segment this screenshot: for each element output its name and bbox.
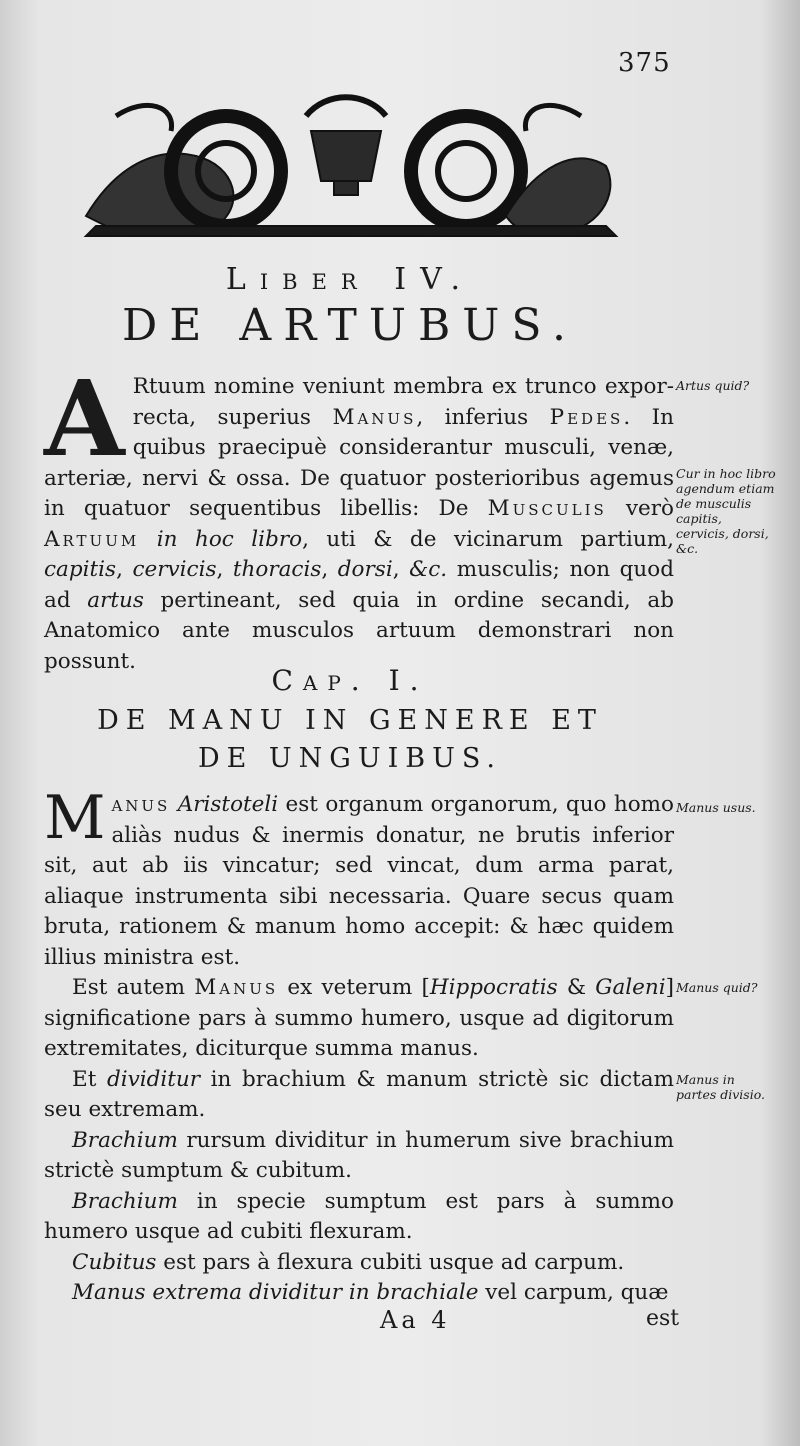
- paragraph-manus: Manus Aristoteli est organum organorum, quo homo aliàs nudus & inermis donatur, ne brutis inferior sit, aut ab iis vincatur; sed vincat, dum arma parat, aliaque instrumenta sibi necessaria. Quare secus quam bruta, rationem & manum homo accepit: & hæc quidem illius ministra est.: [44, 783, 674, 970]
- paragraph-brachium-1: Brachium rursum dividitur in humerum sive brachium strictè sumptum & cubitum.: [44, 1127, 674, 1183]
- signature-mark: Aa 4: [380, 1306, 451, 1334]
- chapter-body: [44, 783, 674, 1309]
- paragraph-manus-extrema: Manus extrema dividitur in brachiale vel carpum, quæ: [72, 1280, 669, 1305]
- margin-note-artus: Artus quid?: [676, 378, 750, 393]
- catchword: est: [646, 1306, 680, 1331]
- margin-note-manus-usus: Manus usus.: [676, 800, 756, 815]
- paragraph-brachium-2: Brachium in specie sumptum est pars à summo humero usque ad cubiti flexuram.: [44, 1188, 674, 1244]
- decorative-headpiece-ornament: [76, 86, 626, 242]
- intro-paragraph: A Rtuum nomine veniunt membra ex trunco exporrecta, superius Manus, inferius Pedes. In quibus praecipuè considerantur musculi, venæ, arteriæ, nervi & ossa. De quatuor posterioribus agemus in quatuor sequentibus libellis: De Musculis verò Artuum in hoc libro, uti & de vicinarum partium, capitis, cervicis, thoracis, dorsi, &c. musculis; non quod ad artus pertineant, sed quia in ordine secandi, ab Anatomico ante musculos artuum demonstrari non possunt.: [44, 357, 675, 674]
- drop-cap: A: [44, 357, 125, 480]
- paragraph-division: Et dividitur in brachium & manum strictè sic dictam seu extremam.: [44, 1066, 674, 1122]
- chapter-title-line-2: DE UNGUIBUS.: [197, 743, 503, 774]
- paragraph-definition: Est autem Manus ex veterum [Hippocratis & Galeni] significatione pars à summo humero, usque ad digitorum extremitates, diciturque summa manus.: [44, 975, 674, 1061]
- margin-note-cur: Cur in hoc libro agendum etiam de musculis capitis, cervicis, dorsi, &c.: [676, 466, 776, 556]
- margin-note-manus-quid: Manus quid?: [676, 980, 758, 995]
- chapter-title: [0, 702, 700, 778]
- book-title: DE ARTUBUS.: [122, 300, 578, 351]
- margin-note-manus-divisio: Manus in partes divisio.: [676, 1072, 765, 1102]
- page-number: 375: [618, 48, 671, 78]
- paragraph-cubitus: Cubitus est pars à flexura cubiti usque ad carpum.: [72, 1249, 625, 1275]
- drop-cap-m: M: [44, 783, 106, 853]
- chapter-number: Cap. I.: [271, 664, 429, 697]
- book-label: Liber IV.: [225, 262, 475, 297]
- chapter-title-line-1: DE MANU IN GENERE ET: [97, 705, 603, 736]
